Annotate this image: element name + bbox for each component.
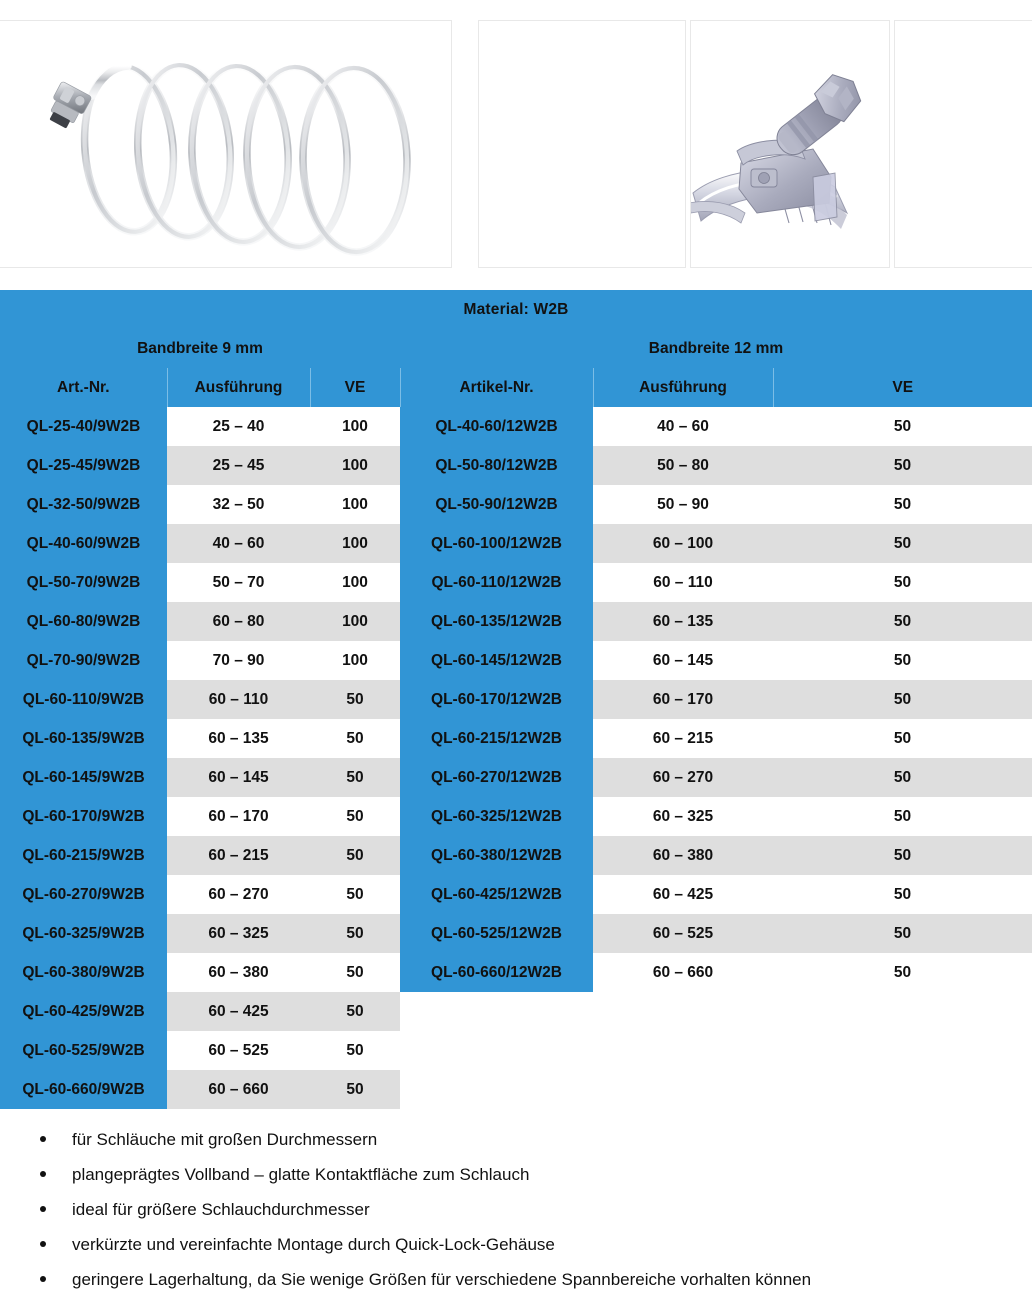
cell-ausfuhrung-12mm: 60 – 660 [593,953,773,992]
cell-ausfuhrung-12mm: 60 – 145 [593,641,773,680]
cell-ve-12mm: 50 [773,914,1032,953]
cell-ausfuhrung-12mm: 60 – 425 [593,875,773,914]
cell-art-nr-9mm: QL-60-170/9W2B [0,797,167,836]
cell-ve-12mm: 50 [773,641,1032,680]
cell-art-nr-12mm: QL-60-145/12W2B [400,641,593,680]
cell-art-nr-9mm: QL-32-50/9W2B [0,485,167,524]
table-row [0,485,1032,524]
cell-art-nr-9mm: QL-60-145/9W2B [0,758,167,797]
product-photo-coil-frame [0,20,452,268]
cell-ausfuhrung-9mm: 70 – 90 [167,641,310,680]
cell-ve-9mm: 50 [310,953,400,992]
table-row [0,758,1032,797]
cell-ausfuhrung-12mm: 60 – 525 [593,914,773,953]
cell-art-nr-9mm: QL-60-425/9W2B [0,992,167,1031]
table-row [0,680,1032,719]
cell-art-nr-12mm-empty [400,1070,593,1109]
cell-ve-9mm: 100 [310,524,400,563]
cell-art-nr-12mm: QL-60-325/12W2B [400,797,593,836]
cell-art-nr-12mm-empty [400,992,593,1031]
cell-ausfuhrung-9mm: 50 – 70 [167,563,310,602]
cell-ausfuhrung-9mm: 60 – 270 [167,875,310,914]
bullet-dot-icon [40,1171,46,1177]
table-row [0,797,1032,836]
cell-ausfuhrung-12mm-empty [593,1070,773,1109]
cell-ausfuhrung-12mm: 60 – 135 [593,602,773,641]
cell-ausfuhrung-9mm: 60 – 110 [167,680,310,719]
cell-ve-12mm: 50 [773,680,1032,719]
cell-art-nr-12mm: QL-60-660/12W2B [400,953,593,992]
cell-art-nr-9mm: QL-60-215/9W2B [0,836,167,875]
cell-ve-9mm: 50 [310,914,400,953]
bandwidth-band-row [0,329,1032,368]
cell-ausfuhrung-9mm: 60 – 325 [167,914,310,953]
cell-art-nr-12mm: QL-60-135/12W2B [400,602,593,641]
cell-art-nr-9mm: QL-40-60/9W2B [0,524,167,563]
cell-art-nr-9mm: QL-60-380/9W2B [0,953,167,992]
table-row [0,719,1032,758]
cell-ausfuhrung-9mm: 40 – 60 [167,524,310,563]
cell-ausfuhrung-9mm: 25 – 45 [167,446,310,485]
cell-art-nr-9mm: QL-50-70/9W2B [0,563,167,602]
feature-bullet-item [0,1166,1032,1201]
cell-ausfuhrung-9mm: 60 – 80 [167,602,310,641]
cell-ausfuhrung-12mm: 50 – 80 [593,446,773,485]
cell-ve-9mm: 50 [310,992,400,1031]
col-header-art-nr-12: Artikel-Nr. [400,368,593,407]
cell-ausfuhrung-12mm: 60 – 100 [593,524,773,563]
quick-lock-housing-render [691,21,890,268]
cell-ausfuhrung-12mm: 60 – 380 [593,836,773,875]
cell-ve-12mm: 50 [773,446,1032,485]
cell-ve-9mm: 50 [310,1031,400,1070]
column-header-row [0,368,1032,407]
cell-ausfuhrung-12mm: 60 – 325 [593,797,773,836]
cell-ausfuhrung-12mm: 60 – 270 [593,758,773,797]
table-row [0,641,1032,680]
coiled-clamp-band-photo [0,21,452,268]
table-row [0,953,1032,992]
cell-art-nr-9mm: QL-60-110/9W2B [0,680,167,719]
table-row [0,992,1032,1031]
table-row [0,1070,1032,1109]
bullet-dot-icon [40,1276,46,1282]
cell-ve-9mm: 50 [310,875,400,914]
col-header-ve-12: VE [773,368,1032,407]
col-header-art-nr-9: Art.-Nr. [0,368,167,407]
feature-bullet-item [0,1236,1032,1271]
table-row [0,563,1032,602]
table-row [0,1031,1032,1070]
product-spec-table [0,290,1032,1109]
cell-ausfuhrung-9mm: 60 – 425 [167,992,310,1031]
cell-art-nr-12mm: QL-60-525/12W2B [400,914,593,953]
feature-bullet-text: plangeprägtes Vollband – glatte Kontaktfläche zum Schlauch [72,1165,530,1184]
cell-ausfuhrung-9mm: 60 – 380 [167,953,310,992]
cell-ausfuhrung-9mm: 60 – 660 [167,1070,310,1109]
cell-ausfuhrung-9mm: 32 – 50 [167,485,310,524]
cell-ausfuhrung-9mm: 60 – 135 [167,719,310,758]
cell-art-nr-12mm: QL-60-270/12W2B [400,758,593,797]
cell-art-nr-9mm: QL-70-90/9W2B [0,641,167,680]
cell-ausfuhrung-12mm: 60 – 110 [593,563,773,602]
cell-ve-12mm: 50 [773,485,1032,524]
cell-art-nr-12mm-empty [400,1031,593,1070]
cell-ve-9mm: 100 [310,563,400,602]
cell-art-nr-9mm: QL-25-40/9W2B [0,407,167,446]
cell-art-nr-9mm: QL-60-80/9W2B [0,602,167,641]
col-header-ve-9: VE [310,368,400,407]
cell-ve-12mm: 50 [773,719,1032,758]
feature-bullet-item [0,1271,1032,1306]
feature-bullet-item [0,1201,1032,1236]
table-row [0,875,1032,914]
cell-art-nr-12mm: QL-60-425/12W2B [400,875,593,914]
cell-ve-12mm: 50 [773,563,1032,602]
image-frame-blank-mid [478,20,686,268]
cell-art-nr-9mm: QL-60-525/9W2B [0,1031,167,1070]
material-band-row [0,290,1032,329]
cell-ve-12mm-empty [773,992,1032,1031]
cell-art-nr-12mm: QL-40-60/12W2B [400,407,593,446]
table-row [0,836,1032,875]
cell-ausfuhrung-12mm: 40 – 60 [593,407,773,446]
cell-ve-12mm: 50 [773,407,1032,446]
cell-ve-9mm: 100 [310,602,400,641]
cell-ve-9mm: 50 [310,680,400,719]
cell-ausfuhrung-12mm: 60 – 170 [593,680,773,719]
cell-art-nr-9mm: QL-25-45/9W2B [0,446,167,485]
cell-ve-9mm: 100 [310,407,400,446]
cell-ve-12mm: 50 [773,836,1032,875]
cell-art-nr-9mm: QL-60-325/9W2B [0,914,167,953]
cell-ve-9mm: 50 [310,719,400,758]
cell-ve-9mm: 50 [310,836,400,875]
cell-ausfuhrung-12mm: 60 – 215 [593,719,773,758]
cell-art-nr-12mm: QL-60-170/12W2B [400,680,593,719]
feature-bullet-text: verkürzte und vereinfachte Montage durch Quick-Lock-Gehäuse [72,1235,555,1254]
cell-ausfuhrung-12mm: 50 – 90 [593,485,773,524]
cell-ve-12mm: 50 [773,797,1032,836]
cell-ausfuhrung-12mm-empty [593,992,773,1031]
group-header-9mm: Bandbreite 9 mm [0,329,400,368]
col-header-ausfuhrung-9: Ausführung [167,368,310,407]
cell-art-nr-12mm: QL-50-80/12W2B [400,446,593,485]
cell-ausfuhrung-9mm: 60 – 170 [167,797,310,836]
table-body [0,407,1032,1109]
feature-bullet-text: geringere Lagerhaltung, da Sie wenige Größen für verschiedene Spannbereiche vorhalten können [72,1270,812,1289]
image-frame-blank-far [894,20,1032,268]
cell-ve-12mm-empty [773,1031,1032,1070]
cell-art-nr-9mm: QL-60-135/9W2B [0,719,167,758]
cell-ve-12mm: 50 [773,875,1032,914]
cell-art-nr-12mm: QL-60-380/12W2B [400,836,593,875]
bullet-dot-icon [40,1206,46,1212]
cell-ve-9mm: 50 [310,1070,400,1109]
cell-art-nr-9mm: QL-60-270/9W2B [0,875,167,914]
cell-art-nr-9mm: QL-60-660/9W2B [0,1070,167,1109]
bullet-dot-icon [40,1136,46,1142]
table-row [0,524,1032,563]
feature-bullet-item [0,1131,1032,1166]
col-header-ausfuhrung-12: Ausführung [593,368,773,407]
cell-ve-9mm: 50 [310,758,400,797]
cell-ve-12mm: 50 [773,758,1032,797]
cell-ve-9mm: 50 [310,797,400,836]
feature-bullet-text: für Schläuche mit großen Durchmessern [72,1130,378,1149]
cell-art-nr-12mm: QL-50-90/12W2B [400,485,593,524]
cell-ve-12mm: 50 [773,953,1032,992]
cell-ve-9mm: 100 [310,446,400,485]
feature-bullet-list [0,1109,1032,1306]
material-label: Material: W2B [0,290,1032,329]
cell-ve-12mm: 50 [773,524,1032,563]
group-header-12mm: Bandbreite 12 mm [400,329,1032,368]
cell-ve-12mm: 50 [773,602,1032,641]
cell-art-nr-12mm: QL-60-110/12W2B [400,563,593,602]
cell-ausfuhrung-12mm-empty [593,1031,773,1070]
cell-ausfuhrung-9mm: 60 – 145 [167,758,310,797]
cell-ausfuhrung-9mm: 25 – 40 [167,407,310,446]
product-image-strip [0,0,1032,290]
cell-art-nr-12mm: QL-60-100/12W2B [400,524,593,563]
table-row [0,602,1032,641]
table-row [0,914,1032,953]
feature-bullet-text: ideal für größere Schlauchdurchmesser [72,1200,370,1219]
cell-ausfuhrung-9mm: 60 – 525 [167,1031,310,1070]
cell-ve-9mm: 100 [310,485,400,524]
cell-ausfuhrung-9mm: 60 – 215 [167,836,310,875]
bullet-dot-icon [40,1241,46,1247]
table-row [0,407,1032,446]
cell-ve-9mm: 100 [310,641,400,680]
cell-art-nr-12mm: QL-60-215/12W2B [400,719,593,758]
table-header [0,290,1032,407]
product-render-housing-frame [690,20,890,268]
cell-ve-12mm-empty [773,1070,1032,1109]
table-row [0,446,1032,485]
